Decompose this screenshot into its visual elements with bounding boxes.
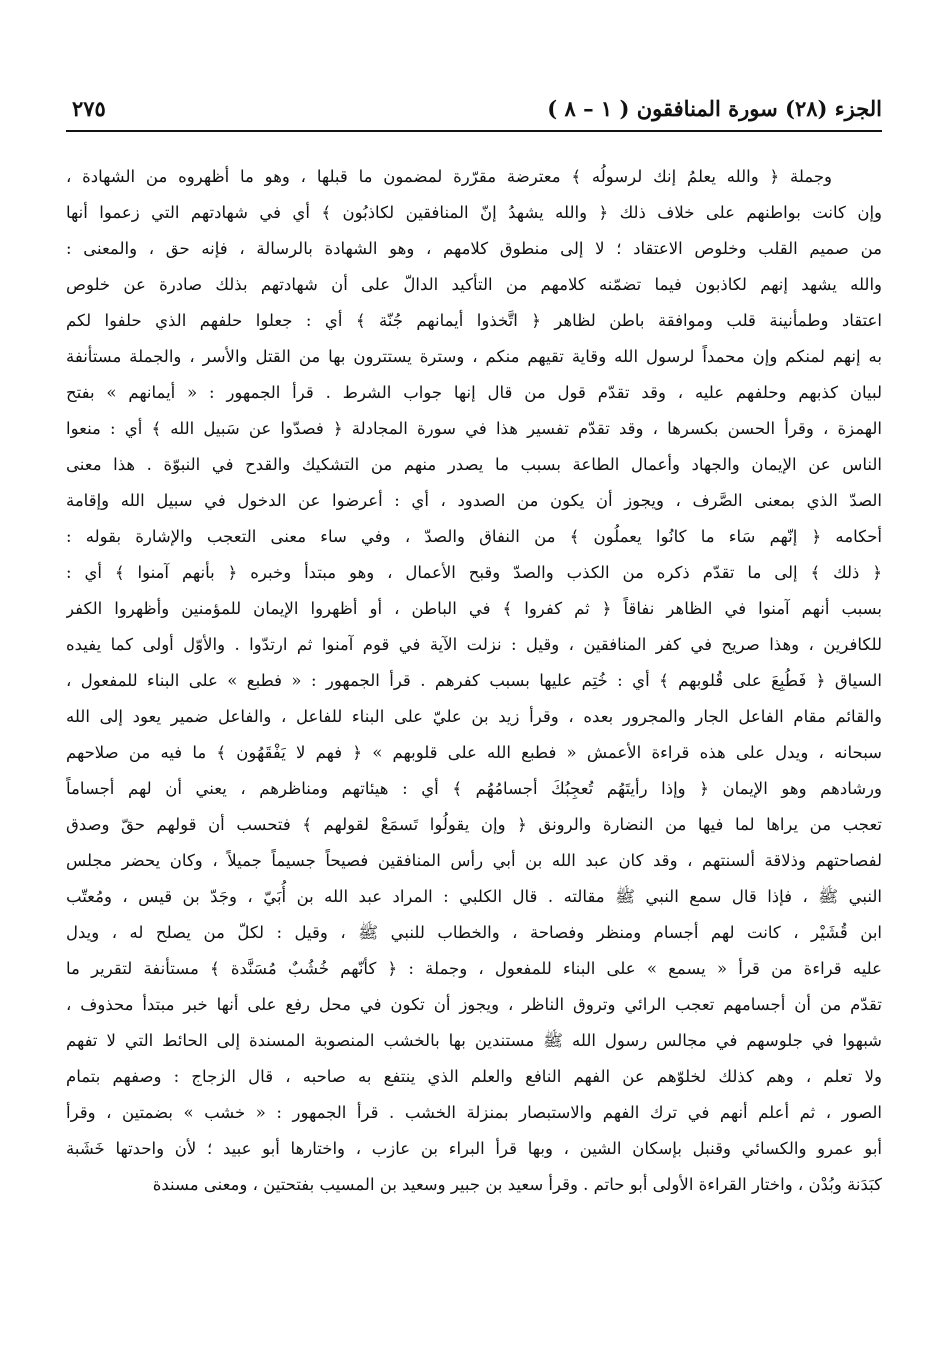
text-line: تقدّم من أن أجسامهم تعجب الرائي وتروق الناظر ، ويجوز أن تكون في محل رفع على أنها خبر مبتدأ محذوف ، [66,995,882,1014]
page-header [66,88,882,132]
text-line: ابن قُشَيْر ، كانت لهم أجسام ومنظر وفصاحة ، والخطاب للنبي ﷺ ، وقيل : لكلّ من يصلح له ، ويدل [66,923,882,942]
text-line: به إنهم لمنكم وإن محمداً لرسول الله وقاية تقيهم منكم ، وسترة يستترون بها من القتل والأسر ، والجملة مستأنفة [66,347,882,366]
text-line: تعجب من يراها لما فيها من النضارة والرونق ﴿ وإن يقولُوا تَسمَعْ لقولهم ﴾ فتحسب أن قولهم حقّ وصدق [66,815,882,834]
text-line: الصدّ الذي بمعنى الصَّرف ، ويجوز أن يكون من الصدود ، أي : أعرضوا عن الدخول في سبيل الله وإقامة [66,491,882,510]
text-line: للكافرين ، وهذا صريح في كفر المنافقين ، وقيل : نزلت الآية في قوم آمنوا ثم ارتدّوا . والأوّل أولى كما يفيده [66,635,882,654]
text-line: سبحانه ، ويدل على هذه قراءة الأعمش « فطبع الله على قلوبهم » ﴿ فهم لا يَفْقَهُون ﴾ ما فيه من صلاحهم [66,743,882,762]
text-line: أبو عمرو والكسائي وقنبل بإسكان الشين ، وبها قرأ البراء بن عازب ، واختارها أبو عبيد ؛ لأن واحدتها خَشَبة [66,1139,882,1158]
text-line: شبهوا في جلوسهم في مجالس رسول الله ﷺ مستندين بها بالخشب المنصوبة المسندة إلى الحائط التي لا تفهم [66,1031,882,1050]
text-line: والله يشهد إنهم لكاذبون فيما تضمّنه كلامهم من التأكيد الدالّ على أن شهادتهم بذلك صادرة عن خلوص [66,275,882,294]
text-line: عليه قراءة من قرأ « يسمع » على البناء للمفعول ، وجملة : ﴿ كأنّهم خُشُبٌ مُسَنَّدة ﴾ مستأنفة لتقرير ما [66,959,882,978]
text-line: أحكامه ﴿ إنّهم سَاء ما كانُوا يعملُون ﴾ من النفاق والصدّ ، وفي ساء معنى التعجب والإشارة بقوله : [66,527,882,546]
text-line: الناس عن الإيمان والجهاد وأعمال الطاعة بسبب ما يصدر منهم من التشكيك والقدح في النبوّة . هذا معنى [66,455,882,474]
running-title: الجزء (٢٨) سورة المنافقون ( ١ – ٨ ) [547,96,882,121]
text-line: والقائم مقام الفاعل الجار والمجرور بعده ، وقرأ زيد بن عليّ على البناء للفاعل ، والفاعل ضمير يعود إلى الله [66,707,882,726]
text-line: اعتقاد وطمأنينة قلب وموافقة باطن لظاهر ﴿ اتَّخذوا أيمانهم جُنّة ﴾ أي : جعلوا حلفهم الذي حلفوا لكم [66,311,882,330]
text-line: النبي ﷺ ، فإذا قال سمع النبي ﷺ مقالته . قال الكلبي : المراد عبد الله بن أُبَيّ ، وجَدّ بن قيس ، ومُعتّب [66,887,882,906]
text-line: السياق ﴿ فَطُبِعَ على قُلوبهم ﴾ أي : خُتِم عليها بسبب كفرهم . قرأ الجمهور : « فطبع » على البناء للمفعول ، [66,671,882,690]
text-line: وجملة ﴿ والله يعلمُ إنك لرسولُه ﴾ معترضة مقرّرة لمضمون ما قبلها ، وهو ما أظهروه من الشهادة ، [66,167,832,186]
header-rule [66,130,882,132]
page-number: ٢٧٥ [72,96,106,121]
text-line: الهمزة ، وقرأ الحسن بكسرها ، وقد تقدّم تفسير هذا في سورة المجادلة ﴿ فصدّوا عن سَبيل الله ﴾ أي : منعوا [66,419,882,438]
text-line: كبَدَنة وبُدْن ، واختار القراءة الأولى أبو حاتم . وقرأ سعيد بن جبير وسعيد بن المسيب بفتحتين ، ومعنى مسندة [152,1175,882,1194]
text-line: ورشادهم وهو الإيمان ﴿ وإذا رأيتَهُم تُعجِبُكَ أجسامُهُم ﴾ أي : هيئاتهم ومناظرهم ، يعني أن لهم أجساماً [66,779,882,798]
text-line: لفصاحتهم وذلاقة ألسنتهم ، وقد كان عبد الله بن أبي رأس المنافقين فصيحاً جسيماً جميلاً ، وكان يحضر مجلس [66,851,882,870]
text-line: لبيان كذبهم وحلفهم عليه ، وقد تقدّم قول من قال إنها جواب الشرط . قرأ الجمهور : « أيمانهم » بفتح [66,383,882,402]
text-line: وإن كانت بواطنهم على خلاف ذلك ﴿ والله يشهدُ إنّ المنافقين لكاذبُون ﴾ أي في شهادتهم التي زعموا أنها [66,203,882,222]
text-line: من صميم القلب وخلوص الاعتقاد ؛ لا إلى منطوق كلامهم ، وهو الشهادة بالرسالة ، فإنه حق ، والمعنى : [66,239,882,258]
text-line: ولا تعلم ، وهم كذلك لخلوّهم عن الفهم النافع والعلم الذي ينتفع به صاحبه ، قال الزجاج : وصفهم بتمام [66,1067,882,1086]
text-body [66,159,882,1203]
text-line: ﴿ ذلك ﴾ إلى ما تقدّم ذكره من الكذب والصدّ وقبح الأعمال ، وهو مبتدأ وخبره ﴿ بأنهم آمنوا ﴾ أي : [66,563,882,582]
text-line: بسبب أنهم آمنوا في الظاهر نفاقاً ﴿ ثم كفروا ﴾ في الباطن ، أو أظهروا الإيمان للمؤمنين وأظهروا الكفر [66,599,882,618]
text-line: الصور ، ثم أعلم أنهم في ترك الفهم والاستبصار بمنزلة الخشب . قرأ الجمهور : « خشب » بضمتين ، وقرأ [66,1103,882,1122]
